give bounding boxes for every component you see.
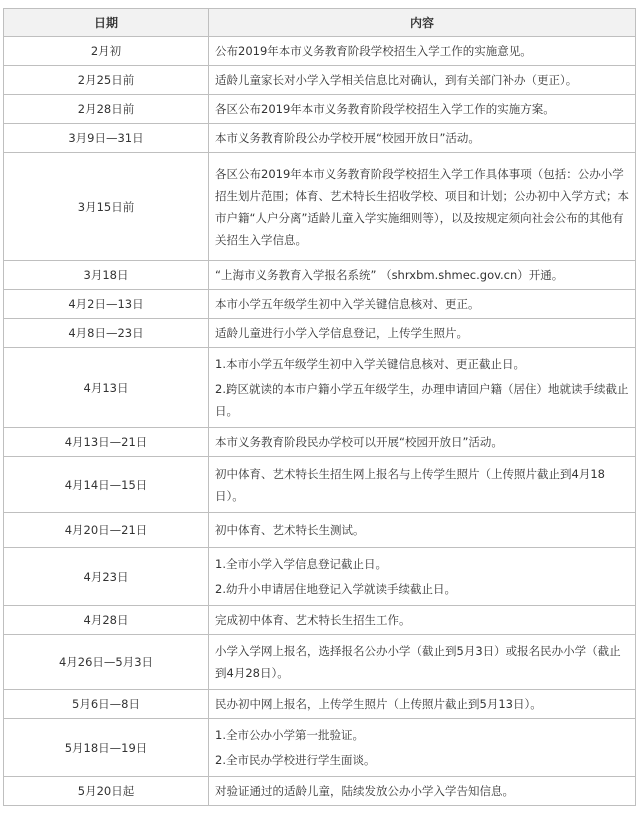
table-row	[4, 606, 636, 635]
row-content: 民办初中网上报名，上传学生照片（上传照片截止到5月13日）。	[209, 690, 636, 719]
row-date: 2月25日前	[4, 66, 209, 95]
row-content: 本市义务教育阶段民办学校可以开展“校园开放日”活动。	[209, 428, 636, 457]
header-content: 内容	[209, 9, 636, 37]
content-line: 2.幼升小申请居住地登记入学就读手续截止日。	[215, 582, 456, 596]
row-date: 4月13日—21日	[4, 428, 209, 457]
enrollment-schedule-table	[3, 8, 636, 806]
row-content: 本市小学五年级学生初中入学关键信息核对、更正。	[209, 290, 636, 319]
row-content: 完成初中体育、艺术特长生招生工作。	[209, 606, 636, 635]
table-row	[4, 548, 636, 606]
table-row	[4, 719, 636, 777]
row-content: 公布2019年本市义务教育阶段学校招生入学工作的实施意见。	[209, 37, 636, 66]
content-line: 1.全市小学入学信息登记截止日。	[215, 557, 387, 571]
row-date: 3月18日	[4, 261, 209, 290]
table-row	[4, 95, 636, 124]
row-content: 本市义务教育阶段公办学校开展“校园开放日”活动。	[209, 124, 636, 153]
table-row	[4, 66, 636, 95]
row-content: 初中体育、艺术特长生测试。	[209, 513, 636, 548]
row-date: 4月23日	[4, 548, 209, 606]
row-date: 2月初	[4, 37, 209, 66]
table-row	[4, 457, 636, 513]
row-content: 适龄儿童进行小学入学信息登记，上传学生照片。	[209, 319, 636, 348]
row-date: 4月13日	[4, 348, 209, 428]
content-line: 1.本市小学五年级学生初中入学关键信息核对、更正截止日。	[215, 357, 525, 371]
header-date: 日期	[4, 9, 209, 37]
table-row	[4, 37, 636, 66]
row-date: 3月15日前	[4, 153, 209, 261]
content-line: 2.跨区就读的本市户籍小学五年级学生，办理申请回户籍（居住）地就读手续截止日。	[215, 382, 629, 418]
row-content: 各区公布2019年本市义务教育阶段学校招生入学工作的实施方案。	[209, 95, 636, 124]
table-row	[4, 635, 636, 690]
row-content: 初中体育、艺术特长生招生网上报名与上传学生照片（上传照片截止到4月18日）。	[209, 457, 636, 513]
table-header-row	[4, 9, 636, 37]
row-content	[209, 719, 636, 777]
row-date: 4月8日—23日	[4, 319, 209, 348]
row-content: 适龄儿童家长对小学入学相关信息比对确认，到有关部门补办（更正）。	[209, 66, 636, 95]
row-content: 各区公布2019年本市义务教育阶段学校招生入学工作具体事项（包括：公办小学招生划片范围；体育、艺术特长生招收学校、项目和计划；公办初中入学方式；本市户籍“人户分离”适龄儿童入学实施细则等），以及按规定须向社会公布的其他有关招生入学信息。	[209, 153, 636, 261]
row-date: 4月2日—13日	[4, 290, 209, 319]
table-row	[4, 290, 636, 319]
table-row	[4, 348, 636, 428]
table-row	[4, 513, 636, 548]
table-row	[4, 777, 636, 806]
row-date: 5月18日—19日	[4, 719, 209, 777]
content-line: 1.全市公办小学第一批验证。	[215, 728, 364, 742]
row-content: 小学入学网上报名，选择报名公办小学（截止到5月3日）或报名民办小学（截止到4月28日）。	[209, 635, 636, 690]
table-row	[4, 428, 636, 457]
row-date: 4月28日	[4, 606, 209, 635]
table-row	[4, 690, 636, 719]
table-row	[4, 261, 636, 290]
row-date: 3月9日—31日	[4, 124, 209, 153]
table-row	[4, 319, 636, 348]
row-date: 4月20日—21日	[4, 513, 209, 548]
row-date: 4月14日—15日	[4, 457, 209, 513]
row-content	[209, 348, 636, 428]
row-date: 4月26日—5月3日	[4, 635, 209, 690]
table-row	[4, 153, 636, 261]
content-line: 2.全市民办学校进行学生面谈。	[215, 753, 376, 767]
row-date: 5月6日—8日	[4, 690, 209, 719]
row-date: 5月20日起	[4, 777, 209, 806]
row-date: 2月28日前	[4, 95, 209, 124]
row-content: “上海市义务教育入学报名系统” （shrxbm.shmec.gov.cn）开通。	[209, 261, 636, 290]
row-content	[209, 548, 636, 606]
table-row	[4, 124, 636, 153]
row-content: 对验证通过的适龄儿童，陆续发放公办小学入学告知信息。	[209, 777, 636, 806]
